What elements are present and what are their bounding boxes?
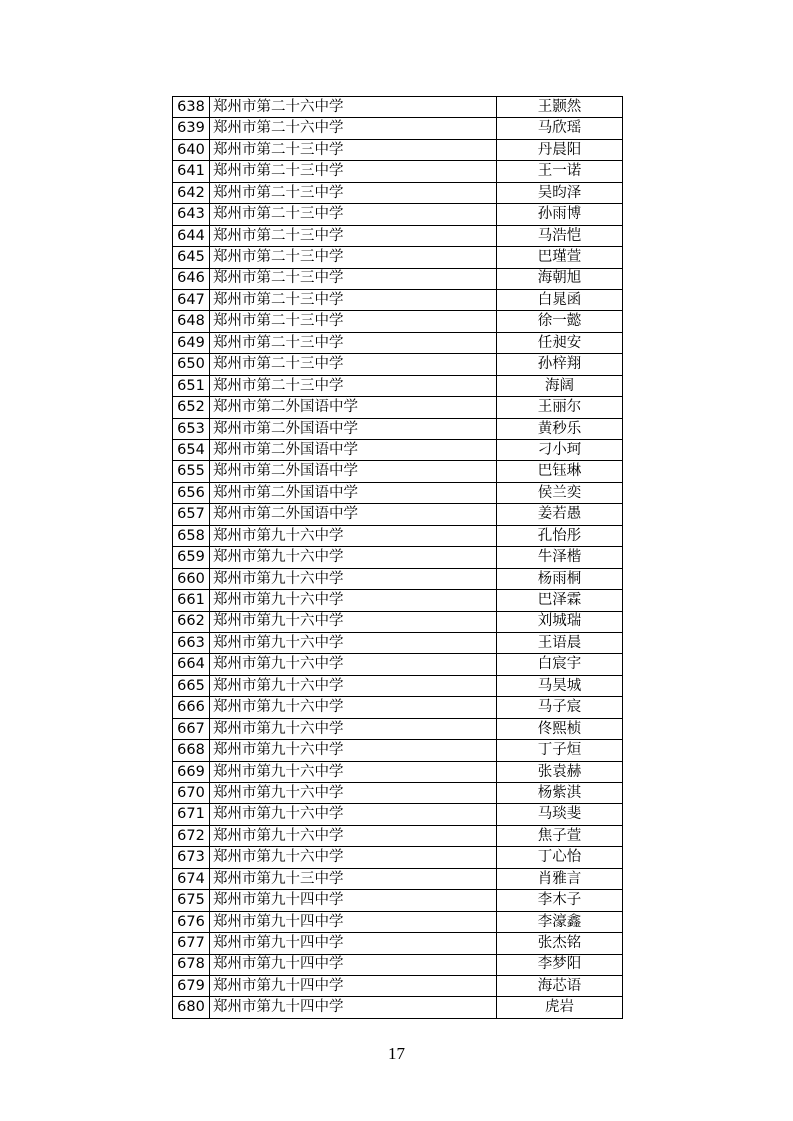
student-name-cell: 海芯语: [497, 975, 623, 996]
school-cell: 郑州市第二外国语中学: [210, 440, 497, 461]
school-cell: 郑州市第二十三中学: [210, 354, 497, 375]
student-name-cell: 侯兰奕: [497, 482, 623, 503]
school-cell: 郑州市第九十六中学: [210, 847, 497, 868]
school-cell: 郑州市第二外国语中学: [210, 397, 497, 418]
roster-body: [173, 97, 623, 1019]
table-row: [173, 761, 623, 782]
table-row: [173, 911, 623, 932]
row-number-cell: 646: [173, 268, 210, 289]
row-number-cell: 666: [173, 697, 210, 718]
row-number-cell: 643: [173, 204, 210, 225]
table-row: [173, 547, 623, 568]
student-name-cell: 王一诺: [497, 161, 623, 182]
student-name-cell: 徐一懿: [497, 311, 623, 332]
student-name-cell: 刘城瑞: [497, 611, 623, 632]
school-cell: 郑州市第二十三中学: [210, 182, 497, 203]
student-name-cell: 王语晨: [497, 632, 623, 653]
row-number-cell: 662: [173, 611, 210, 632]
table-row: [173, 247, 623, 268]
school-cell: 郑州市第九十六中学: [210, 632, 497, 653]
school-cell: 郑州市第九十六中学: [210, 525, 497, 546]
row-number-cell: 654: [173, 440, 210, 461]
row-number-cell: 645: [173, 247, 210, 268]
school-cell: 郑州市第九十六中学: [210, 761, 497, 782]
school-cell: 郑州市第二十三中学: [210, 332, 497, 353]
school-cell: 郑州市第九十六中学: [210, 568, 497, 589]
student-name-cell: 张袁赫: [497, 761, 623, 782]
row-number-cell: 677: [173, 933, 210, 954]
table-row: [173, 890, 623, 911]
row-number-cell: 664: [173, 654, 210, 675]
school-cell: 郑州市第九十三中学: [210, 868, 497, 889]
school-cell: 郑州市第九十四中学: [210, 954, 497, 975]
table-row: [173, 118, 623, 139]
row-number-cell: 658: [173, 525, 210, 546]
school-cell: 郑州市第九十四中学: [210, 997, 497, 1018]
table-row: [173, 632, 623, 653]
row-number-cell: 638: [173, 97, 210, 118]
school-cell: 郑州市第二十三中学: [210, 311, 497, 332]
table-row: [173, 675, 623, 696]
student-name-cell: 马浩恺: [497, 225, 623, 246]
row-number-cell: 647: [173, 289, 210, 310]
table-row: [173, 332, 623, 353]
row-number-cell: 669: [173, 761, 210, 782]
school-cell: 郑州市第二外国语中学: [210, 418, 497, 439]
table-row: [173, 504, 623, 525]
school-cell: 郑州市第九十六中学: [210, 675, 497, 696]
student-name-cell: 王颢然: [497, 97, 623, 118]
school-cell: 郑州市第二十三中学: [210, 139, 497, 160]
table-row: [173, 182, 623, 203]
student-name-cell: 任昶安: [497, 332, 623, 353]
row-number-cell: 673: [173, 847, 210, 868]
table-row: [173, 868, 623, 889]
table-row: [173, 825, 623, 846]
table-row: [173, 804, 623, 825]
table-row: [173, 568, 623, 589]
table-row: [173, 525, 623, 546]
row-number-cell: 671: [173, 804, 210, 825]
row-number-cell: 659: [173, 547, 210, 568]
row-number-cell: 655: [173, 461, 210, 482]
row-number-cell: 660: [173, 568, 210, 589]
school-cell: 郑州市第二外国语中学: [210, 482, 497, 503]
student-name-cell: 肖雅言: [497, 868, 623, 889]
student-name-cell: 孙梓翔: [497, 354, 623, 375]
school-cell: 郑州市第二十三中学: [210, 268, 497, 289]
table-row: [173, 204, 623, 225]
student-name-cell: 张杰铭: [497, 933, 623, 954]
row-number-cell: 672: [173, 825, 210, 846]
school-cell: 郑州市第二十三中学: [210, 161, 497, 182]
table-row: [173, 139, 623, 160]
table-row: [173, 783, 623, 804]
row-number-cell: 675: [173, 890, 210, 911]
student-name-cell: 王丽尔: [497, 397, 623, 418]
row-number-cell: 676: [173, 911, 210, 932]
student-name-cell: 刁小珂: [497, 440, 623, 461]
table-row: [173, 397, 623, 418]
table-row: [173, 97, 623, 118]
school-cell: 郑州市第二十六中学: [210, 118, 497, 139]
student-name-cell: 李濠鑫: [497, 911, 623, 932]
row-number-cell: 667: [173, 718, 210, 739]
row-number-cell: 648: [173, 311, 210, 332]
row-number-cell: 661: [173, 590, 210, 611]
student-name-cell: 孙雨博: [497, 204, 623, 225]
row-number-cell: 642: [173, 182, 210, 203]
row-number-cell: 656: [173, 482, 210, 503]
school-cell: 郑州市第二十三中学: [210, 225, 497, 246]
student-name-cell: 海阔: [497, 375, 623, 396]
student-name-cell: 虎岩: [497, 997, 623, 1018]
school-cell: 郑州市第九十六中学: [210, 825, 497, 846]
school-cell: 郑州市第二外国语中学: [210, 504, 497, 525]
student-name-cell: 白宸宇: [497, 654, 623, 675]
table-row: [173, 268, 623, 289]
school-cell: 郑州市第九十六中学: [210, 804, 497, 825]
row-number-cell: 657: [173, 504, 210, 525]
school-cell: 郑州市第九十四中学: [210, 890, 497, 911]
row-number-cell: 653: [173, 418, 210, 439]
row-number-cell: 651: [173, 375, 210, 396]
table-row: [173, 654, 623, 675]
table-row: [173, 697, 623, 718]
school-cell: 郑州市第九十六中学: [210, 718, 497, 739]
table-row: [173, 225, 623, 246]
student-name-cell: 牛泽楷: [497, 547, 623, 568]
student-name-cell: 李梦阳: [497, 954, 623, 975]
student-name-cell: 马欣瑶: [497, 118, 623, 139]
student-name-cell: 白晁函: [497, 289, 623, 310]
school-cell: 郑州市第二十三中学: [210, 204, 497, 225]
table-row: [173, 933, 623, 954]
table-row: [173, 718, 623, 739]
table-row: [173, 482, 623, 503]
row-number-cell: 641: [173, 161, 210, 182]
table-row: [173, 311, 623, 332]
student-name-cell: 焦子萱: [497, 825, 623, 846]
table-row: [173, 590, 623, 611]
row-number-cell: 644: [173, 225, 210, 246]
student-name-cell: 黄秒乐: [497, 418, 623, 439]
school-cell: 郑州市第二十六中学: [210, 97, 497, 118]
page-number: 17: [388, 1044, 405, 1063]
table-row: [173, 975, 623, 996]
table-row: [173, 461, 623, 482]
table-row: [173, 161, 623, 182]
student-name-cell: 杨紫淇: [497, 783, 623, 804]
school-cell: 郑州市第二十三中学: [210, 375, 497, 396]
table-row: [173, 740, 623, 761]
school-cell: 郑州市第九十六中学: [210, 547, 497, 568]
student-name-cell: 丹晨阳: [497, 139, 623, 160]
row-number-cell: 680: [173, 997, 210, 1018]
row-number-cell: 665: [173, 675, 210, 696]
table-row: [173, 354, 623, 375]
row-number-cell: 670: [173, 783, 210, 804]
school-cell: 郑州市第二外国语中学: [210, 461, 497, 482]
student-name-cell: 吴昀泽: [497, 182, 623, 203]
row-number-cell: 674: [173, 868, 210, 889]
school-cell: 郑州市第九十六中学: [210, 740, 497, 761]
row-number-cell: 663: [173, 632, 210, 653]
school-cell: 郑州市第九十六中学: [210, 654, 497, 675]
school-cell: 郑州市第二十三中学: [210, 247, 497, 268]
table-row: [173, 289, 623, 310]
student-name-cell: 李木子: [497, 890, 623, 911]
student-name-cell: 马子宸: [497, 697, 623, 718]
table-row: [173, 440, 623, 461]
row-number-cell: 650: [173, 354, 210, 375]
student-name-cell: 姜若愚: [497, 504, 623, 525]
student-name-cell: 海朝旭: [497, 268, 623, 289]
school-cell: 郑州市第九十六中学: [210, 697, 497, 718]
row-number-cell: 639: [173, 118, 210, 139]
table-row: [173, 418, 623, 439]
table-row: [173, 847, 623, 868]
row-number-cell: 678: [173, 954, 210, 975]
table-row: [173, 611, 623, 632]
table-row: [173, 954, 623, 975]
student-name-cell: 巴泽霖: [497, 590, 623, 611]
student-name-cell: 巴钰琳: [497, 461, 623, 482]
school-cell: 郑州市第九十六中学: [210, 783, 497, 804]
school-cell: 郑州市第九十六中学: [210, 590, 497, 611]
school-cell: 郑州市第九十四中学: [210, 911, 497, 932]
student-name-cell: 马昊城: [497, 675, 623, 696]
student-name-cell: 丁心怡: [497, 847, 623, 868]
school-cell: 郑州市第九十六中学: [210, 611, 497, 632]
student-name-cell: 佟熙桢: [497, 718, 623, 739]
student-name-cell: 巴瑾萱: [497, 247, 623, 268]
table-row: [173, 375, 623, 396]
school-cell: 郑州市第九十四中学: [210, 975, 497, 996]
student-name-cell: 杨雨桐: [497, 568, 623, 589]
row-number-cell: 652: [173, 397, 210, 418]
row-number-cell: 679: [173, 975, 210, 996]
roster-table: [172, 96, 623, 1019]
row-number-cell: 640: [173, 139, 210, 160]
table-row: [173, 997, 623, 1018]
student-name-cell: 孔怡彤: [497, 525, 623, 546]
student-name-cell: 马琰斐: [497, 804, 623, 825]
school-cell: 郑州市第二十三中学: [210, 289, 497, 310]
row-number-cell: 668: [173, 740, 210, 761]
school-cell: 郑州市第九十四中学: [210, 933, 497, 954]
student-name-cell: 丁子烜: [497, 740, 623, 761]
row-number-cell: 649: [173, 332, 210, 353]
